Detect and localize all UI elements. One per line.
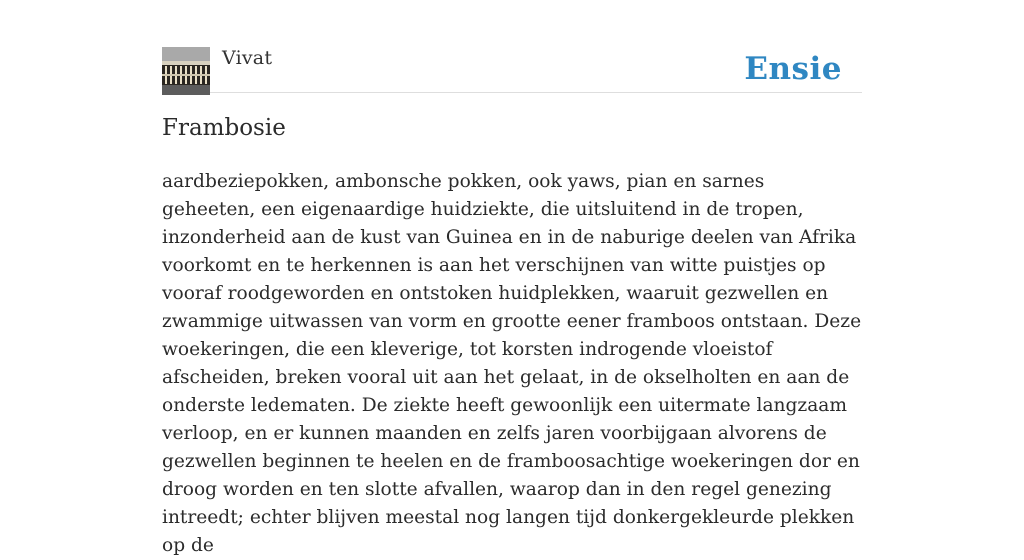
article-title: Frambosie [162,115,286,141]
author-name[interactable]: Vivat [222,47,273,69]
site-header [162,46,862,93]
article-body: aardbeziepokken, ambonsche pokken, ook yaws, pian en sarnes geheeten, een eigenaardige huidziekte, die uitsluitend in de tropen, inzonderheid aan de kust van Guinea en in de naburige deelen van Afrika voorkomt en te herkennen is aan het verschijnen van witte puistjes op vooraf roodgeworden en ontstoken huidplekken, waaruit gezwellen en zwammige uitwassen van vorm en grootte eener framboos ontstaan. Deze woekeringen, die een kleverige, tot korsten indrogende vloeistof afscheiden, breken vooral uit aan het gelaat, in de okselholten en aan de onderste ledematen. De ziekte heeft gewoonlijk een uitermate langzaam verloop, en er kunnen maanden en zelfs jaren voorbijgaan alvorens de gezwellen beginnen te heelen en de framboosachtige woekeringen dor en droog worden en ten slotte afvallen, waarop dan in den regel genezing intreedt; echter blijven meestal nog langen tijd donkergekleurde plekken op de [162,171,862,556]
author-avatar[interactable] [162,47,210,95]
building-photo-icon [162,47,210,95]
site-logo[interactable]: Ensie [744,51,842,87]
